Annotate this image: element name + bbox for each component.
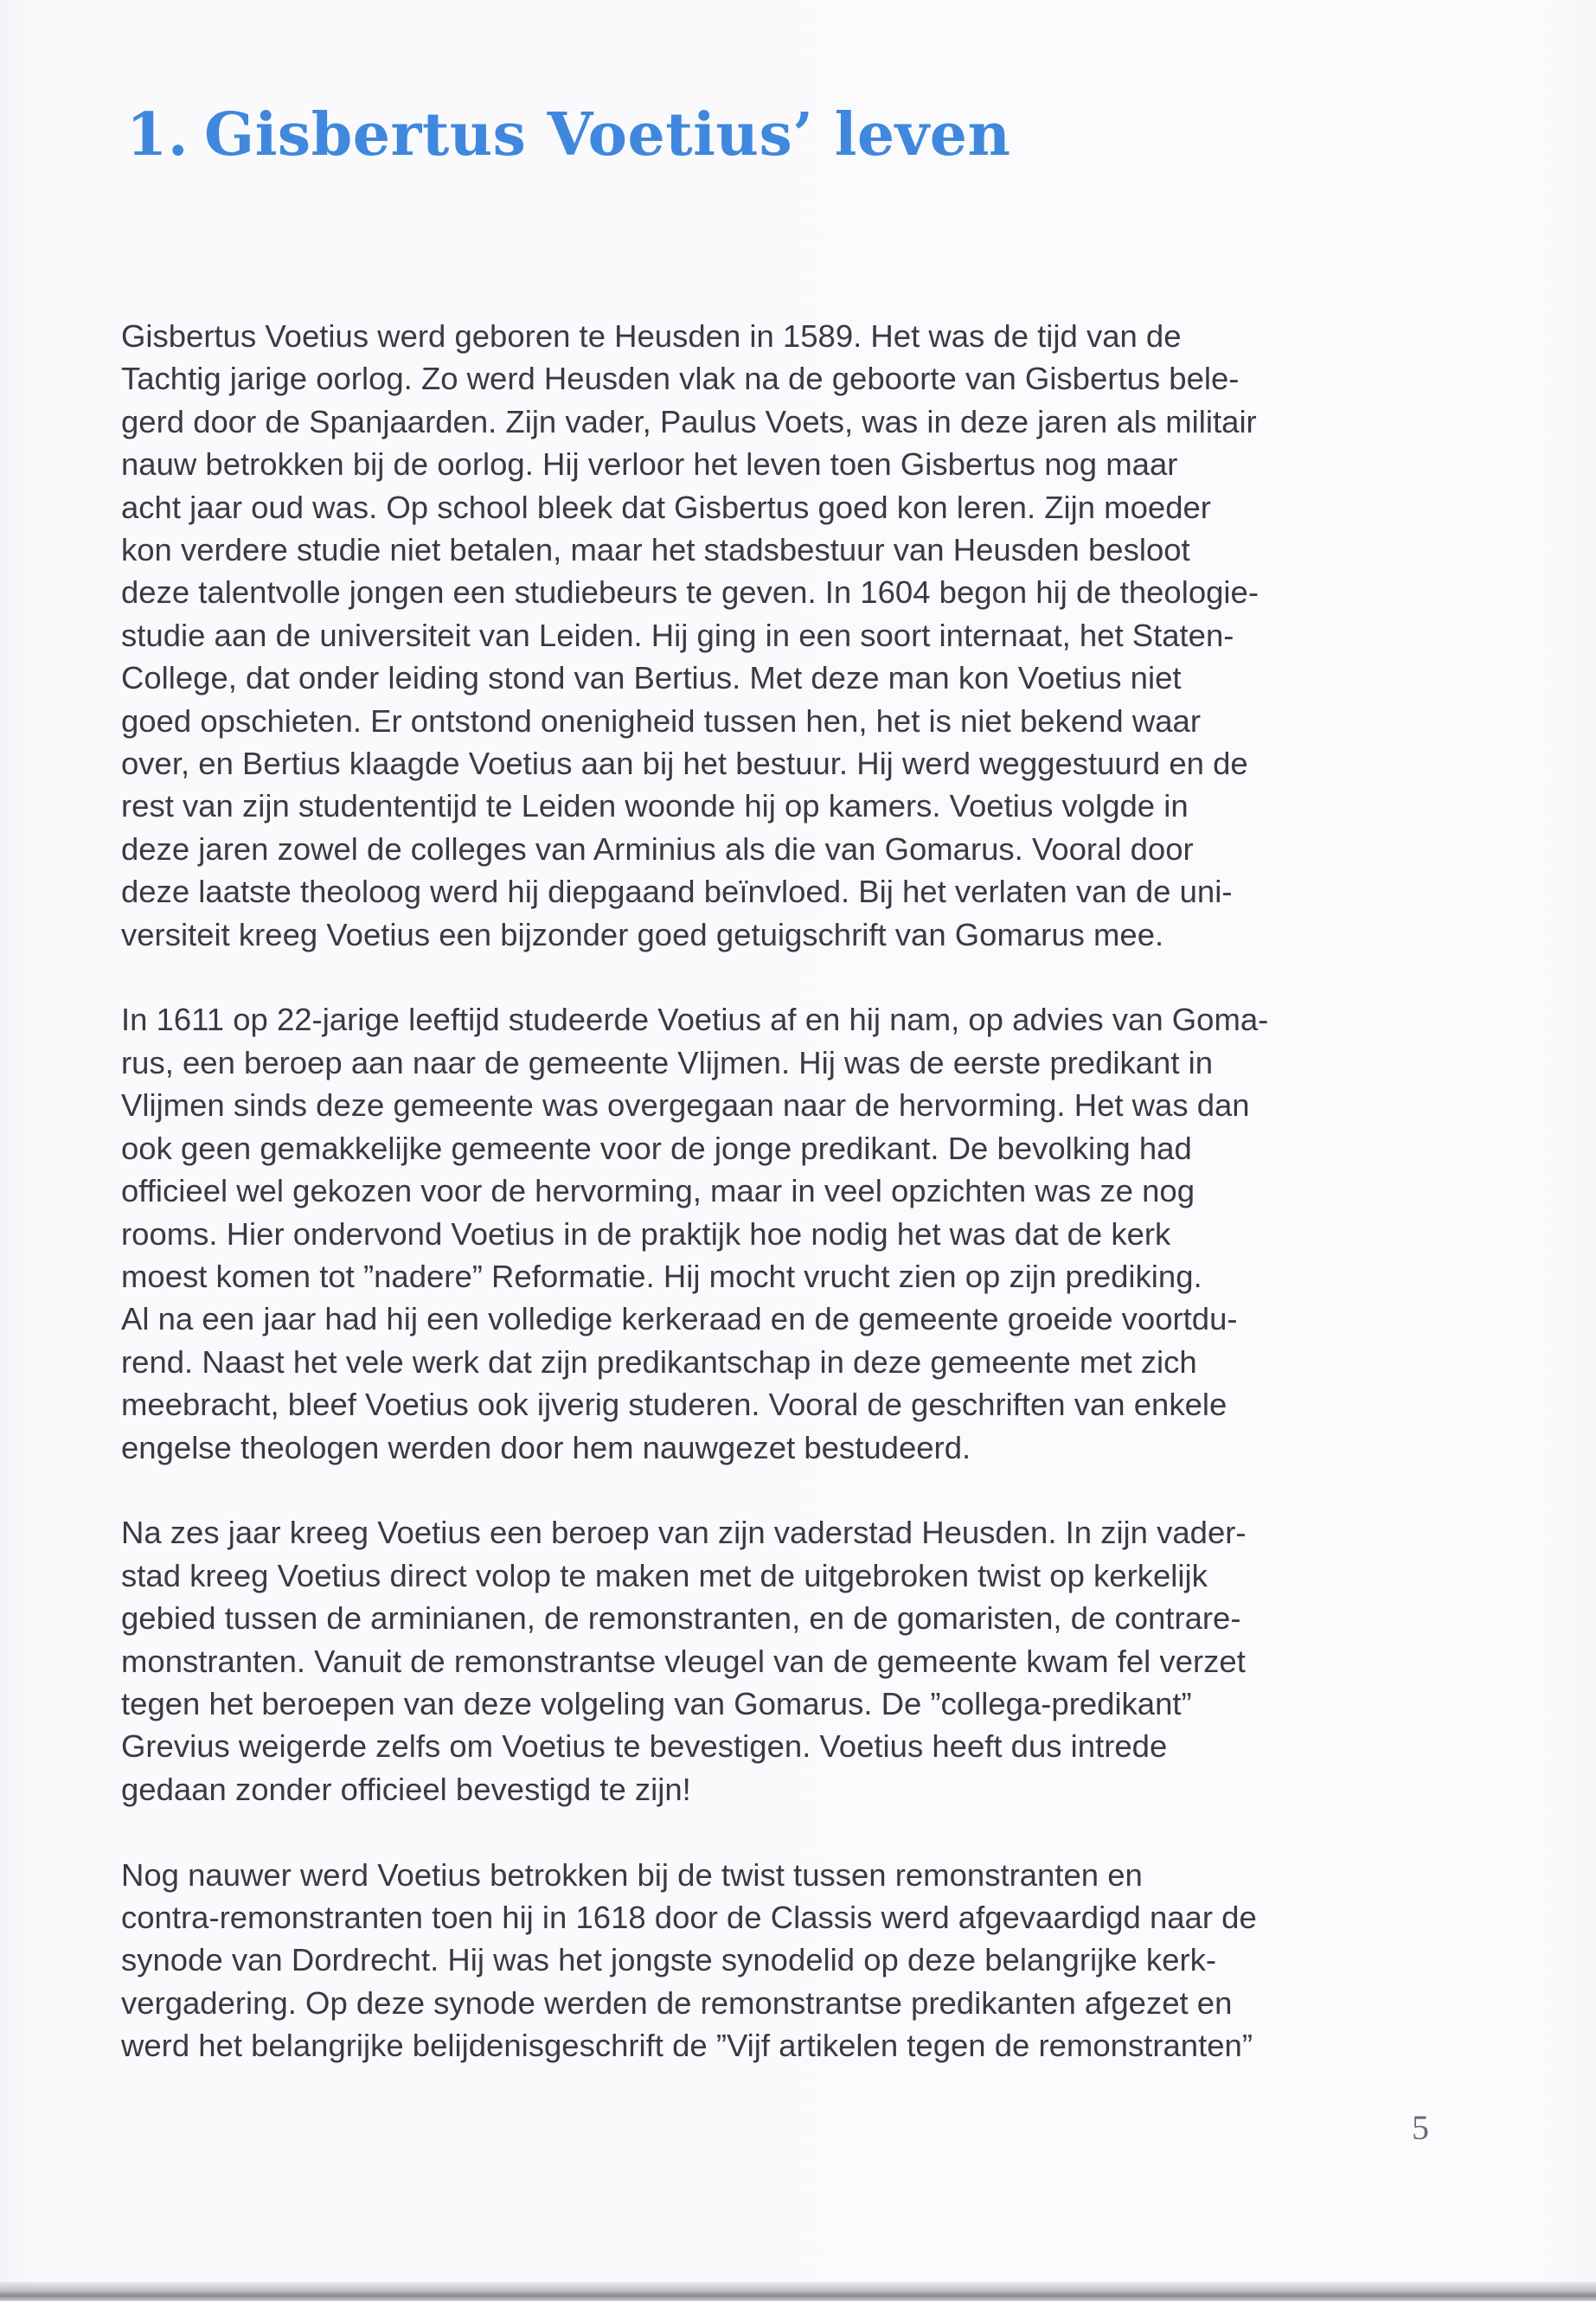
text-line: meebracht, bleef Voetius ook ijverig studeren. Vooral de geschriften van enkele xyxy=(121,1387,1227,1423)
text-line: vergadering. Op deze synode werden de remonstrantse predikanten afgezet en xyxy=(121,1984,1233,2021)
text-line: stad kreeg Voetius direct volop te maken met de uitgebroken twist op kerkelijk xyxy=(121,1557,1208,1593)
text-line: tegen het beroepen van deze volgeling van Gomarus. De ”collega-predikant” xyxy=(121,1685,1192,1721)
text-line: Nog nauwer werd Voetius betrokken bij de twist tussen remonstranten en xyxy=(121,1856,1143,1893)
text-line: over, en Bertius klaagde Voetius aan bij het bestuur. Hij werd weggestuurd en de xyxy=(121,746,1248,782)
text-line: deze laatste theoloog werd hij diepgaand beïnvloed. Bij het verlaten van de uni- xyxy=(121,874,1233,910)
text-line: Al na een jaar had hij een volledige kerkeraad en de gemeente groeide voortdu- xyxy=(121,1301,1238,1337)
text-line: gedaan zonder officieel bevestigd te zijn! xyxy=(121,1771,691,1807)
text-line: deze talentvolle jongen een studiebeurs te geven. In 1604 begon hij de theologie- xyxy=(121,574,1259,611)
page-number: 5 xyxy=(1412,2108,1429,2147)
text-line: Grevius weigerde zelfs om Voetius te bevestigen. Voetius heeft dus intrede xyxy=(121,1728,1168,1765)
text-line: studie aan de universiteit van Leiden. Hij ging in een soort internaat, het Staten- xyxy=(121,617,1234,653)
text-line: rooms. Hier ondervond Voetius in de praktijk hoe nodig het was dat de kerk xyxy=(121,1215,1171,1252)
text-line: kon verdere studie niet betalen, maar het stadsbestuur van Heusden besloot xyxy=(121,532,1190,568)
text-line: gebied tussen de arminianen, de remonstranten, en de gomaristen, de contrare- xyxy=(121,1600,1241,1637)
body-text xyxy=(121,315,1436,2067)
text-line: werd het belangrijke belijdenisgeschrift de ”Vijf artikelen tegen de remonstranten” xyxy=(121,2028,1253,2064)
text-line: rus, een beroep aan naar de gemeente Vlijmen. Hij was de eerste predikant in xyxy=(121,1044,1214,1080)
text-line: officieel wel gekozen voor de hervorming, maar in veel opzichten was ze nog xyxy=(121,1173,1195,1209)
text-line: goed opschieten. Er ontstond onenigheid tussen hen, het is niet bekend waar xyxy=(121,702,1201,739)
text-line: contra-remonstranten toen hij in 1618 door de Classis werd afgevaardigd naar de xyxy=(121,1899,1257,1935)
chapter-title: Gisbertus Voetius’ leven xyxy=(204,100,1011,170)
chapter-heading xyxy=(126,93,1010,176)
text-line: moest komen tot ”nadere” Reformatie. Hij mocht vrucht zien op zijn prediking. xyxy=(121,1258,1202,1294)
text-line: Na zes jaar kreeg Voetius een beroep van zijn vaderstad Heusden. In zijn vader- xyxy=(121,1515,1247,1551)
paragraph-1 xyxy=(121,315,1436,956)
text-line: versiteit kreeg Voetius een bijzonder goed getuigschrift van Gomarus mee. xyxy=(121,916,1164,952)
text-line: engelse theologen werden door hem nauwgezet bestudeerd. xyxy=(121,1429,971,1465)
paragraph-4 xyxy=(121,1854,1436,2067)
page-bottom-edge xyxy=(0,2282,1596,2301)
text-line: nauw betrokken bij de oorlog. Hij verloor het leven toen Gisbertus nog maar xyxy=(121,446,1178,483)
text-line: rest van zijn studententijd te Leiden woonde hij op kamers. Voetius volgde in xyxy=(121,788,1189,824)
text-line: College, dat onder leiding stond van Bertius. Met deze man kon Voetius niet xyxy=(121,660,1182,696)
text-line: deze jaren zowel de colleges van Arminius als die van Gomarus. Vooral door xyxy=(121,830,1194,867)
text-line: Gisbertus Voetius werd geboren te Heusden in 1589. Het was de tijd van de xyxy=(121,318,1182,354)
chapter-number: 1. xyxy=(126,100,189,170)
text-line: acht jaar oud was. Op school bleek dat Gisbertus goed kon leren. Zijn moeder xyxy=(121,489,1211,525)
text-line: rend. Naast het vele werk dat zijn predikantschap in deze gemeente met zich xyxy=(121,1343,1197,1380)
text-line: synode van Dordrecht. Hij was het jongste synodelid op deze belangrijke kerk- xyxy=(121,1942,1217,1978)
paragraph-3 xyxy=(121,1511,1436,1811)
text-line: In 1611 op 22-jarige leeftijd studeerde Voetius af en hij nam, op advies van Goma- xyxy=(121,1002,1269,1038)
text-line: Vlijmen sinds deze gemeente was overgegaan naar de hervorming. Het was dan xyxy=(121,1087,1250,1124)
text-line: ook geen gemakkelijke gemeente voor de jonge predikant. De bevolking had xyxy=(121,1130,1192,1166)
text-line: gerd door de Spanjaarden. Zijn vader, Paulus Voets, was in deze jaren als militair xyxy=(121,403,1257,439)
text-line: monstranten. Vanuit de remonstrantse vleugel van de gemeente kwam fel verzet xyxy=(121,1643,1246,1679)
paragraph-2 xyxy=(121,998,1436,1468)
text-line: Tachtig jarige oorlog. Zo werd Heusden vlak na de geboorte van Gisbertus bele- xyxy=(121,361,1240,397)
